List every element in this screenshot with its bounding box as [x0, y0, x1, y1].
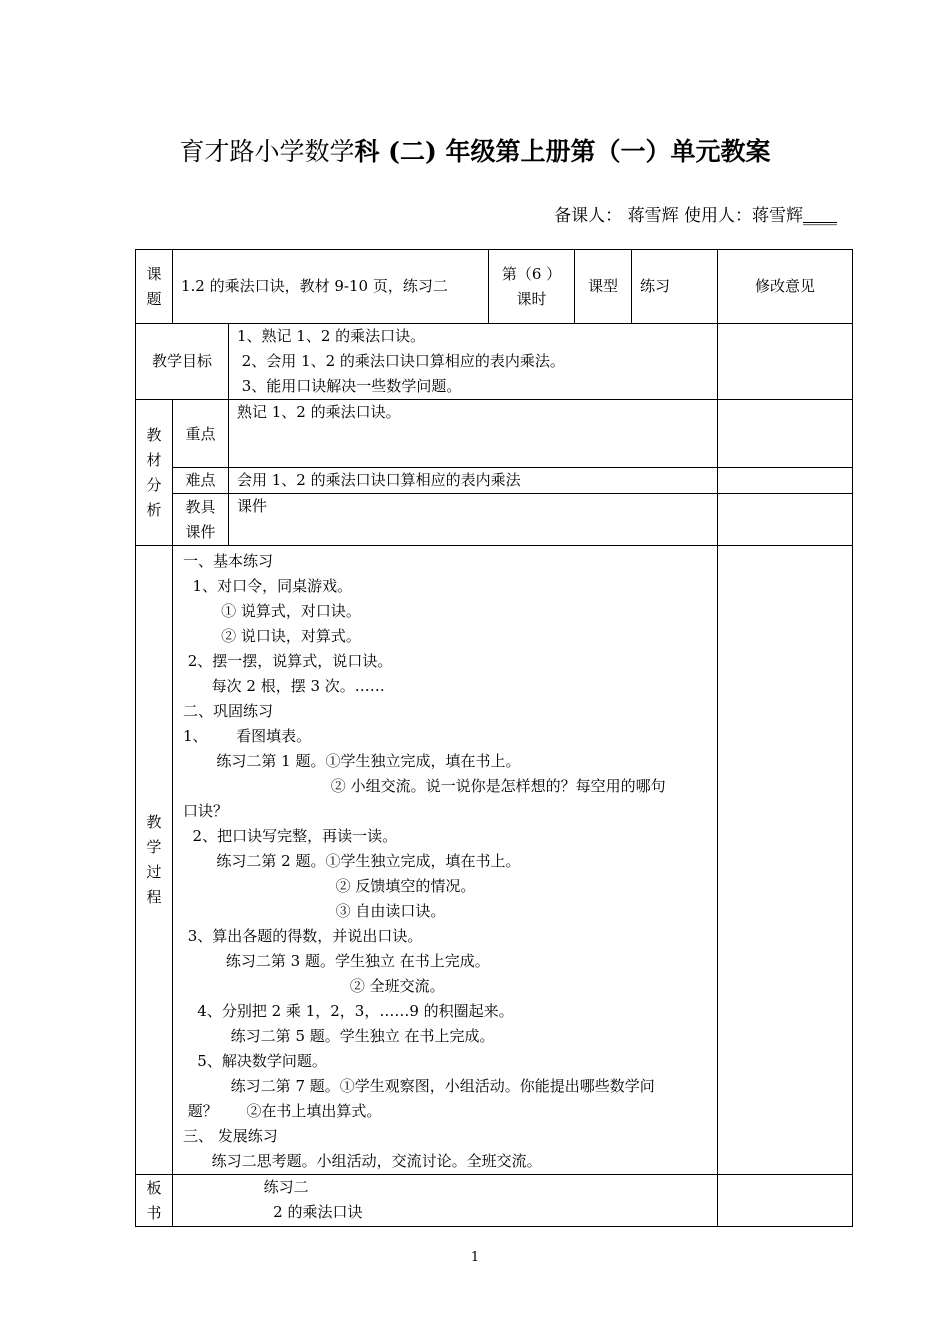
- process-line: 口诀？: [183, 802, 229, 820]
- board-label: 板 书: [136, 1175, 173, 1227]
- revision-label: 修改意见: [718, 250, 853, 324]
- difficult-value: 会用 1、2 的乘法口诀口算相应的表内乘法: [229, 468, 718, 494]
- board-content: [173, 1175, 718, 1227]
- process-line: 一、基本练习: [183, 552, 274, 570]
- page-title: [0, 132, 950, 168]
- title-grade: 科 (二) 年级第上册第（一）单元教案: [354, 137, 771, 166]
- process-line: ① 说算式，对口诀。: [183, 602, 361, 620]
- process-line: 4、分别把 2 乘 1，2，3，……9 的积圈起来。: [183, 1002, 514, 1020]
- process-line: 每次 2 根，摆 3 次。……: [183, 677, 385, 695]
- process-line: 练习二第 1 题。①学生独立完成，填在书上。: [183, 752, 521, 770]
- process-line: 5、解决数学问题。: [183, 1052, 327, 1070]
- revision-cell: [718, 468, 853, 494]
- process-content: [173, 546, 718, 1175]
- process-line: ② 反馈填空的情况。: [183, 877, 476, 895]
- process-line: 2、摆一摆，说算式，说口诀。: [183, 652, 393, 670]
- process-line: 题？ ②在书上填出算式。: [183, 1102, 382, 1120]
- process-line: 1、对口令，同桌游戏。: [183, 577, 353, 595]
- process-line: ③ 自由读口诀。: [183, 902, 446, 920]
- key-label: 重点: [173, 400, 229, 468]
- revision-cell: [718, 400, 853, 468]
- author-blank: ____: [803, 206, 837, 226]
- topic-value: 1.2 的乘法口诀，教材 9-10 页，练习二: [173, 250, 489, 324]
- type-label: 课型: [575, 250, 632, 324]
- revision-cell: [718, 494, 853, 546]
- goal-item: 3、能用口诀解决一些数学问题。: [237, 377, 462, 395]
- process-line: 3、算出各题的得数，并说出口诀。: [183, 927, 423, 945]
- process-line: 2、把口诀写完整，再读一读。: [183, 827, 398, 845]
- goal-list: [229, 324, 718, 400]
- process-line: ② 说口诀，对算式。: [183, 627, 361, 645]
- revision-cell: [718, 1175, 853, 1227]
- key-value: 熟记 1、2 的乘法口诀。: [229, 400, 718, 468]
- goal-item: 2、会用 1、2 的乘法口诀口算相应的表内乘法。: [237, 352, 565, 370]
- process-line: 1、 看图填表。: [183, 727, 312, 745]
- process-line: 练习二第 2 题。①学生独立完成，填在书上。: [183, 852, 521, 870]
- topic-label: 课 题: [136, 250, 173, 324]
- revision-cell: [718, 324, 853, 400]
- lesson-plan-table: [135, 249, 853, 1227]
- lesson-number: 第（6 ） 课时: [489, 250, 575, 324]
- author-line: [554, 201, 837, 226]
- author-text: 备课人： 蒋雪辉 使用人：蒋雪辉: [554, 206, 803, 226]
- board-line: 练习二: [173, 1178, 309, 1196]
- goal-label: 教学目标: [136, 324, 229, 400]
- process-line: 练习二第 3 题。学生独立 在书上完成。: [183, 952, 490, 970]
- tools-value: 课件: [229, 494, 718, 546]
- title-school: 育才路小学数学: [179, 137, 355, 166]
- process-line: 练习二第 5 题。学生独立 在书上完成。: [183, 1027, 495, 1045]
- process-line: 二、巩固练习: [183, 702, 274, 720]
- process-line: 练习二思考题。小组活动，交流讨论。全班交流。: [183, 1152, 542, 1170]
- process-line: 三、 发展练习: [183, 1127, 278, 1145]
- process-line: ② 小组交流。说一说你是怎样想的？每空用的哪句: [183, 777, 666, 795]
- goal-item: 1、熟记 1、2 的乘法口诀。: [237, 327, 426, 345]
- difficult-label: 难点: [173, 468, 229, 494]
- process-line: 练习二第 7 题。①学生观察图，小组活动。你能提出哪些数学问: [183, 1077, 655, 1095]
- process-label: 教 学 过 程: [136, 546, 173, 1175]
- page-number: 1: [470, 1250, 480, 1265]
- revision-cell: [718, 546, 853, 1175]
- tools-label: 教具 课件: [173, 494, 229, 546]
- analysis-label: 教 材 分 析: [136, 400, 173, 546]
- type-value: 练习: [632, 250, 718, 324]
- board-line: 2 的乘法口诀: [173, 1203, 363, 1221]
- process-line: ② 全班交流。: [183, 977, 445, 995]
